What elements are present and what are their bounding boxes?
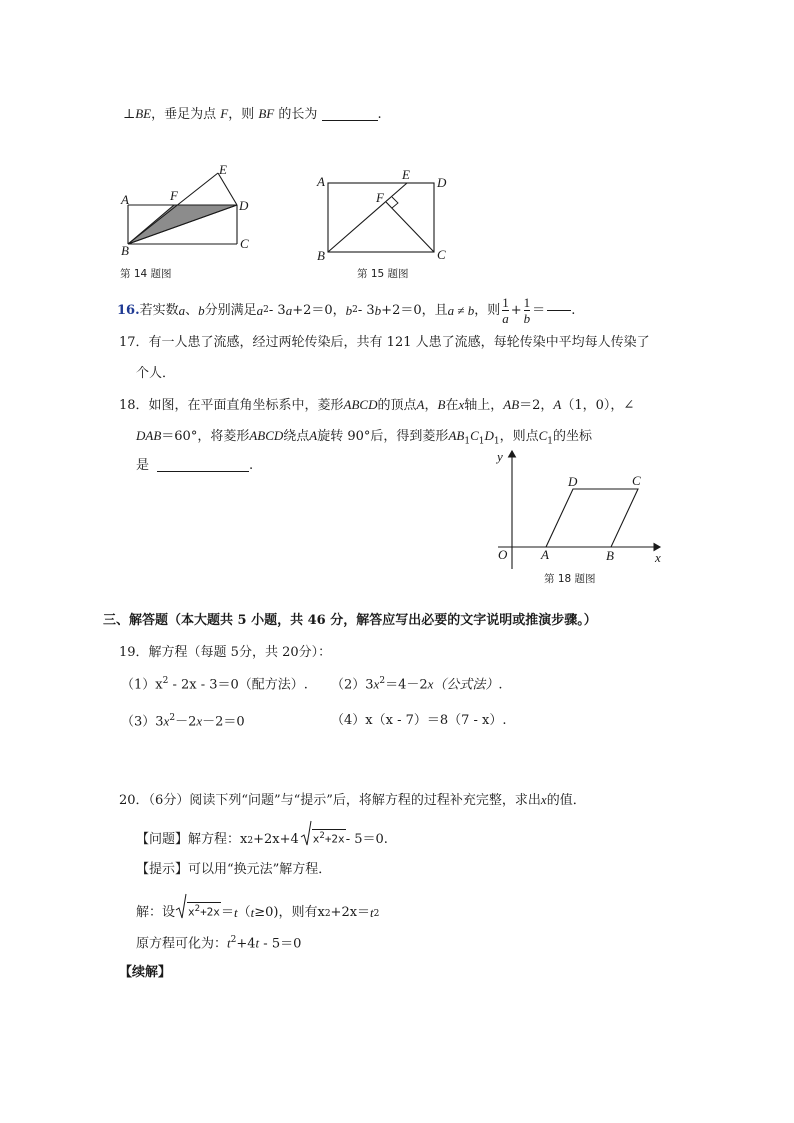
label-d: D	[239, 198, 249, 213]
figure-caption: 第 14 题图	[120, 268, 172, 280]
var-a: a	[178, 302, 186, 318]
q16-text: +2＝0，且	[381, 302, 448, 318]
q19-part2: $(2)3x^2=4-2x$（公式法）.	[331, 676, 503, 693]
q17-line2: 个人．	[136, 366, 176, 381]
question-number: 16.	[117, 302, 140, 318]
q16-text: +2＝0，	[292, 302, 346, 318]
q16-text: ，则	[474, 302, 501, 318]
label-o: O	[498, 547, 508, 562]
q20-title: 20．（6分）阅读下列“问题”与“提示”后，将解方程的过程补充完整，求出x的值．	[119, 792, 586, 808]
inequality: a ≠ b	[447, 302, 475, 318]
label-d: D	[437, 175, 447, 190]
label-c: C	[437, 247, 446, 262]
q13-text: ，则	[228, 107, 259, 122]
q13-end: .	[377, 107, 382, 122]
figure-caption: 第 15 题图	[357, 268, 409, 280]
figure-18	[484, 445, 674, 590]
section-heading: 三、解答题（本大题共 5 小题，共 46 分，解答应写出必要的文字说明或推演步骤。）	[103, 613, 597, 628]
label-a: A	[541, 547, 549, 562]
right-angle-mark	[392, 197, 398, 208]
segment-bf: BF	[258, 106, 275, 121]
q16-text: 若实数	[139, 302, 179, 318]
q18-line1: 18．如图，在平面直角坐标系中，菱形ABCD的顶点A，B在x轴上，AB＝2，A（1，0），∠	[119, 397, 635, 413]
label-b: B	[606, 548, 614, 563]
perp-symbol: ⊥	[123, 107, 136, 122]
segment-be	[328, 183, 407, 252]
label-b: B	[121, 243, 129, 258]
label-x: x	[655, 550, 661, 565]
sqrt-symbol: $x^2+2x$	[175, 893, 221, 919]
equals-sign: ＝	[532, 302, 546, 318]
rhombus-abcd	[546, 489, 638, 547]
q16-end: .	[571, 302, 576, 318]
q16-line: 16. 若实数 a 、 b 分别满足 a 2 - 3 a +2＝0， b 2 - 3 b +2＝0，且 a ≠ b ，则 $\frac{1}{a}$ + $\frac{1}{b}$ ＝ .	[117, 294, 576, 326]
q19-part3: $(3)3x^2-2x-2=0$	[121, 713, 245, 730]
fraction-1-over-a: $\frac{1}{a}$	[502, 294, 509, 326]
label-b: B	[317, 248, 325, 263]
var-a: a	[285, 302, 293, 318]
q13-text: ，垂足为点	[151, 107, 221, 122]
segment-be: BE	[135, 106, 152, 121]
q13-tail-line	[123, 107, 382, 121]
fraction-1-over-b: $\frac{1}{b}$	[523, 294, 531, 326]
answer-blank[interactable]	[547, 310, 571, 311]
label-a: A	[317, 174, 325, 189]
q16-text: 分别满足	[204, 302, 257, 318]
label-a: A	[121, 192, 129, 207]
figure-15	[310, 160, 460, 285]
var-b: b	[198, 302, 205, 318]
label-f: F	[376, 190, 384, 205]
answer-blank[interactable]	[322, 120, 378, 121]
q19-part1: $(1)x^2 - 2x - 3=0$（配方法）.	[121, 676, 308, 693]
q19-part4: （4）x（x - 7）＝8（7 - x）.	[331, 713, 507, 728]
label-e: E	[402, 167, 410, 182]
q16-text: 、	[185, 302, 199, 318]
q20-rewrite: 原方程可化为：$t^2+4t - 5=0$	[136, 935, 302, 952]
q13-text: 的长为	[274, 107, 322, 122]
sqrt-symbol: $x^2+2x$	[300, 820, 346, 846]
q20-continue-label: 【续解】	[119, 965, 172, 980]
q20-problem: 【问题】解方程： x 2 +2x+4 $x^2+2x$ - 5＝0.	[136, 818, 388, 846]
label-c: C	[632, 473, 641, 488]
q19-title: 19．解方程（每题 5分，共 20分）：	[119, 645, 332, 660]
var-a: a	[256, 302, 264, 318]
q20-hint: 【提示】可以用“换元法”解方程．	[136, 862, 332, 877]
plus-sign: +	[510, 302, 522, 318]
figure-14	[110, 160, 270, 285]
label-f: F	[170, 188, 178, 203]
point-f: F	[220, 106, 229, 121]
segment-cf	[386, 202, 434, 252]
var-b: b	[374, 302, 382, 318]
label-y: y	[497, 449, 503, 464]
answer-blank[interactable]	[157, 471, 249, 472]
q16-text: - 3	[268, 302, 286, 318]
segment-ed	[218, 173, 237, 205]
figure-caption: 第 18 题图	[544, 573, 596, 585]
var-b: b	[345, 302, 353, 318]
q17-line1: 17．有一人患了流感，经过两轮传染后，共有 121 人患了流感，每轮传染中平均每人传染了	[119, 335, 650, 350]
label-e: E	[219, 162, 227, 177]
label-c: C	[240, 236, 249, 251]
label-d: D	[568, 474, 578, 489]
q18-line2: DAB＝60°，将菱形ABCD绕点A旋转 90°后，得到菱形$AB_1C_1D_1$，则点$C_1$的坐标	[136, 428, 593, 447]
q16-text: - 3	[357, 302, 375, 318]
q20-substitution: 解：设 $x^2+2x$ ＝ t （ t ≥0)，则有 x 2 +2x＝ t 2	[136, 891, 379, 919]
q18-line3: 是 .	[136, 458, 254, 473]
